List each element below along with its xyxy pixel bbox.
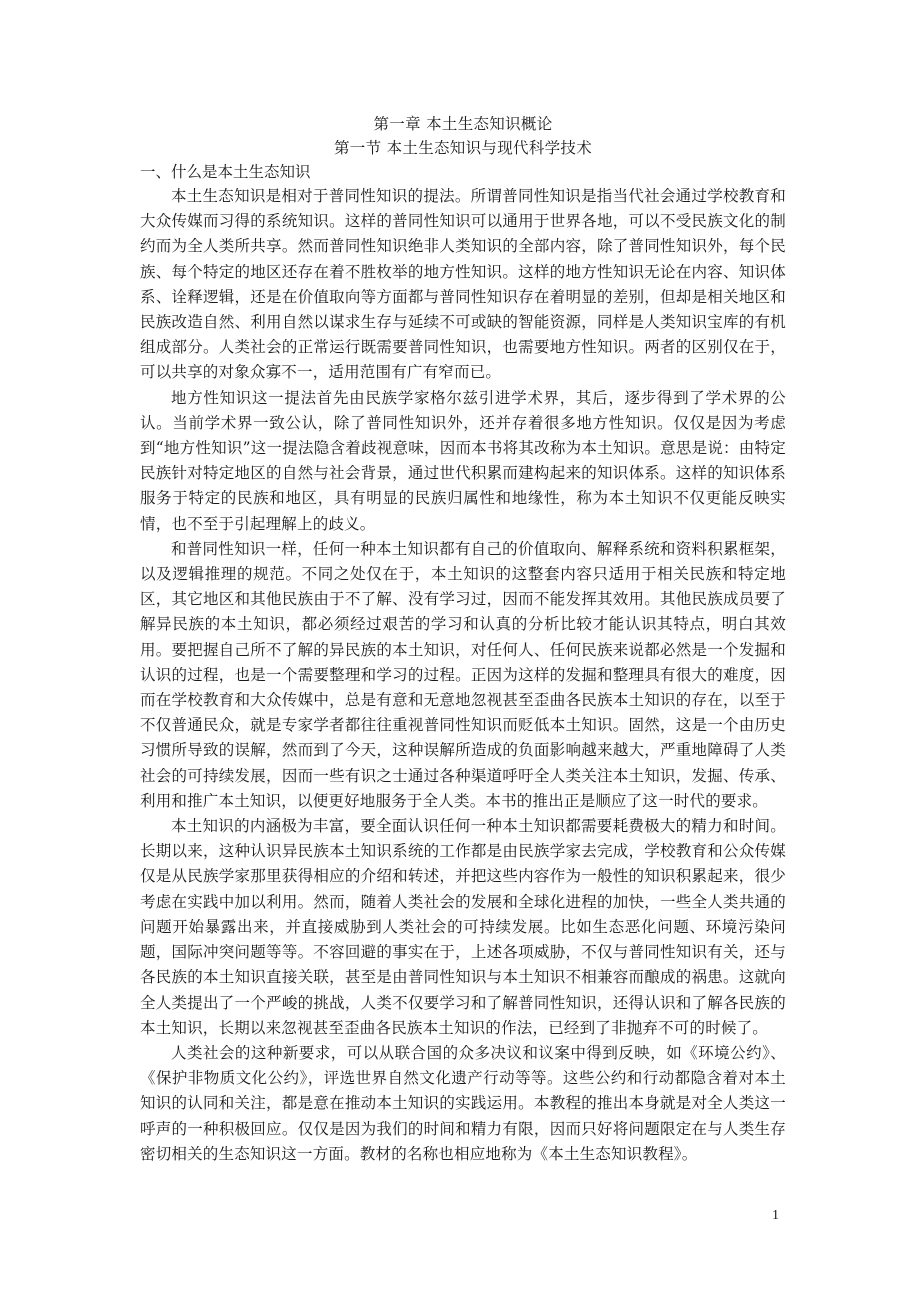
paragraph: 和普同性知识一样，任何一种本土知识都有自己的价值取向、解释系统和资料积累框架，以及逻辑推理的规范。不同之处仅在于，本土知识的这整套内容只适用于相关民族和特定地区，其它地区和其他民族由于不了解、没有学习过，因而不能发挥其效用。其他民族成员要了解异民族的本土知识，都必须经过艰苦的学习和认真的分析比较才能认识其特点，明白其效用。要把握自己所不了解的异民族的本土知识，对任何人、任何民族来说都必然是一个发掘和认识的过程，也是一个需要整理和学习的过程。正因为这样的发掘和整理具有很大的难度，因而在学校教育和大众传媒中，总是有意和无意地忽视甚至歪曲各民族本土知识的存在，以至于不仅普通民众，就是专家学者都往往重视普同性知识而贬低本土知识。固然，这是一个由历史习惯所导致的误解，然而到了今天，这种误解所造成的负面影响越来越大，严重地障碍了人类社会的可持续发展，因而一些有识之士通过各种渠道呼吁全人类关注本土知识，发掘、传承、利用和推广本土知识，以便更好地服务于全人类。本书的推出正是顺应了这一时代的要求。	[140, 539, 786, 810]
paragraph: 本土生态知识是相对于普同性知识的提法。所谓普同性知识是指当代社会通过学校教育和大众传媒而习得的系统知识。这样的普同性知识可以通用于世界各地，可以不受民族文化的制约而为全人类所共享。然而普同性知识绝非人类知识的全部内容，除了普同性知识外，每个民族、每个特定的地区还存在着不胜枚举的地方性知识。这样的地方性知识无论在内容、知识体系、诠释逻辑，还是在价值取向等方面都与普同性知识存在着明显的差别，但却是相关地区和民族改造自然、利用自然以谋求生存与延续不可或缺的智能资源，同样是人类知识宝库的有机组成部分。人类社会的正常运行既需要普同性知识，也需要地方性知识。两者的区别仅在于，可以共享的对象众寡不一，适用范围有广有窄而已。	[140, 187, 786, 382]
chapter-title: 第一章 本土生态知识概论	[373, 115, 553, 133]
document-page	[140, 112, 786, 1167]
paragraph: 本土知识的内涵极为丰富，要全面认识任何一种本土知识都需要耗费极大的精力和时间。长期以来，这种认识异民族本土知识系统的工作都是由民族学家去完成，学校教育和公众传媒仅是从民族学家那里获得相应的介绍和转述，并把这些内容作为一般性的知识积累起来，很少考虑在实践中加以利用。然而，随着人类社会的发展和全球化进程的加快，一些全人类共通的问题开始暴露出来，并直接威胁到人类社会的可持续发展。比如生态恶化问题、环境污染问题，国际冲突问题等等。不容回避的事实在于，上述各项威胁，不仅与普同性知识有关，还与各民族的本土知识直接关联，甚至是由普同性知识与本土知识不相兼容而酿成的祸患。这就向全人类提出了一个严峻的挑战，人类不仅要学习和了解普同性知识，还得认识和了解各民族的本土知识，长期以来忽视甚至歪曲各民族本土知识的作法，已经到了非抛弃不可的时候了。	[140, 817, 786, 1037]
subsection-heading: 一、什么是本土生态知识	[140, 163, 311, 181]
section-title: 第一节 本土生态知识与现代科学技术	[333, 139, 593, 157]
page-number: 1	[772, 1208, 779, 1223]
paragraph: 人类社会的这种新要求，可以从联合国的众多决议和议案中得到反映，如《环境公约》、《保护非物质文化公约》，评选世界自然文化遗产行动等等。这些公约和行动都隐含着对本土知识的认同和关注，都是意在推动本土知识的实践运用。本教程的推出本身就是对全人类这一呼声的一种积极回应。仅仅是因为我们的时间和精力有限，因而只好将问题限定在与人类生存密切相关的生态知识这一方面。教材的名称也相应地称为《本土生态知识教程》。	[140, 1043, 786, 1163]
paragraph: 地方性知识这一提法首先由民族学家格尔兹引进学术界，其后，逐步得到了学术界的公认。当前学术界一致公认，除了普同性知识外，还并存着很多地方性知识。仅仅是因为考虑到“地方性知识”这一提法隐含着歧视意味，因而本书将其改称为本土知识。意思是说：由特定民族针对特定地区的自然与社会背景，通过世代积累而建构起来的知识体系。这样的知识体系服务于特定的民族和地区，具有明显的民族归属性和地缘性，称为本土知识不仅更能反映实情，也不至于引起理解上的歧义。	[140, 388, 786, 533]
